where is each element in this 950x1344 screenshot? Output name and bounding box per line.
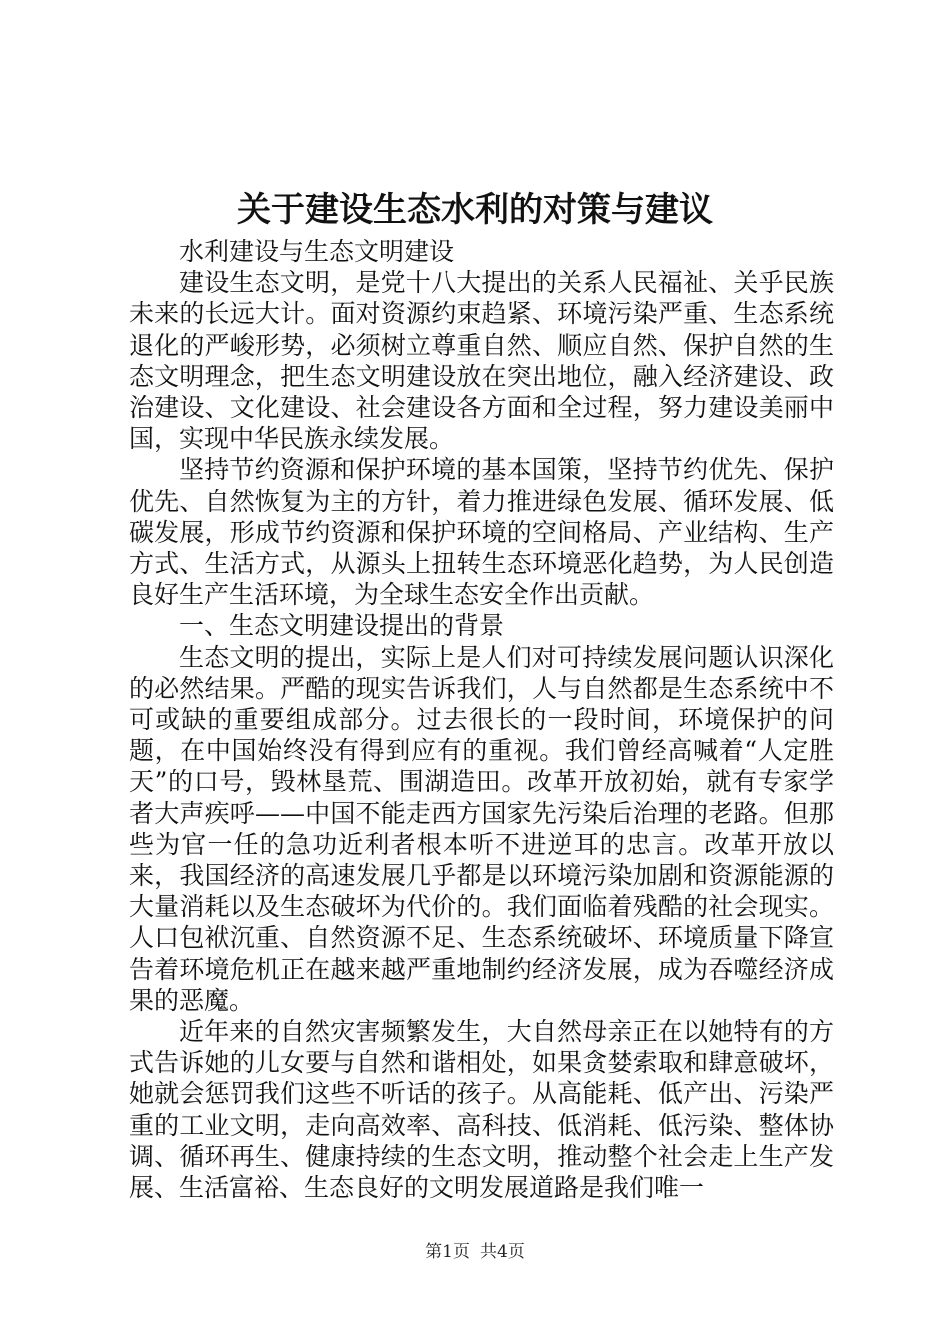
page-number: 第1页 (425, 1242, 470, 1262)
document-title: 关于建设生态水利的对策与建议 (237, 190, 713, 230)
subtitle-paragraph: 水利建设与生态文明建设 (179, 237, 455, 266)
body-paragraph: 建设生态文明，是党十八大提出的关系人民福祉、关乎民族未来的长远大计。面对资源约束趋紧、环境污染严重、生态系统退化的严峻形势，必须树立尊重自然、顺应自然、保护自然的生态文明理念，把生态文明建设放在突出地位，融入经济建设、政治建设、文化建设、社会建设各方面和全过程，努力建设美丽中国，实现中华民族永续发展。 (129, 268, 834, 454)
page-total: 共4页 (480, 1242, 525, 1262)
section-heading: 一、生态文明建设提出的背景 (179, 611, 505, 641)
body-paragraph: 坚持节约资源和保护环境的基本国策，坚持节约优先、保护优先、自然恢复为主的方针，着力推进绿色发展、循环发展、低碳发展，形成节约资源和保护环境的空间格局、产业结构、生产方式、生活方式，从源头上扭转生态环境恶化趋势，为人民创造良好生产生活环境，为全球生态安全作出贡献。 (129, 455, 834, 610)
body-paragraph: 近年来的自然灾害频繁发生，大自然母亲正在以她特有的方式告诉她的儿女要与自然和谐相处，如果贪婪索取和肆意破坏，她就会惩罚我们这些不听话的孩子。从高能耗、低产出、污染严重的工业文明，走向高效率、高科技、低消耗、低污染、整体协调、循环再生、健康持续的生态文明，推动整个社会走上生产发展、生活富裕、生态良好的文明发展道路是我们唯一 (129, 1017, 834, 1203)
page-footer (0, 1240, 950, 1264)
document-body (129, 236, 834, 1203)
body-paragraph: 生态文明的提出，实际上是人们对可持续发展问题认识深化的必然结果。严酷的现实告诉我们，人与自然都是生态系统中不可或缺的重要组成部分。过去很长的一段时间，环境保护的问题，在中国始终没有得到应有的重视。我们曾经高喊着“人定胜天”的口号，毁林垦荒、围湖造田。改革开放初始，就有专家学者大声疾呼——中国不能走西方国家先污染后治理的老路。但那些为官一任的急功近利者根本听不进逆耳的忠言。改革开放以来，我国经济的高速发展几乎都是以环境污染加剧和资源能源的大量消耗以及生态破坏为代价的。我们面临着残酷的社会现实。人口包袱沉重、自然资源不足、生态系统破坏、环境质量下降宣告着环境危机正在越来越严重地制约经济发展，成为吞噬经济成果的恶魔。 (129, 642, 834, 1015)
